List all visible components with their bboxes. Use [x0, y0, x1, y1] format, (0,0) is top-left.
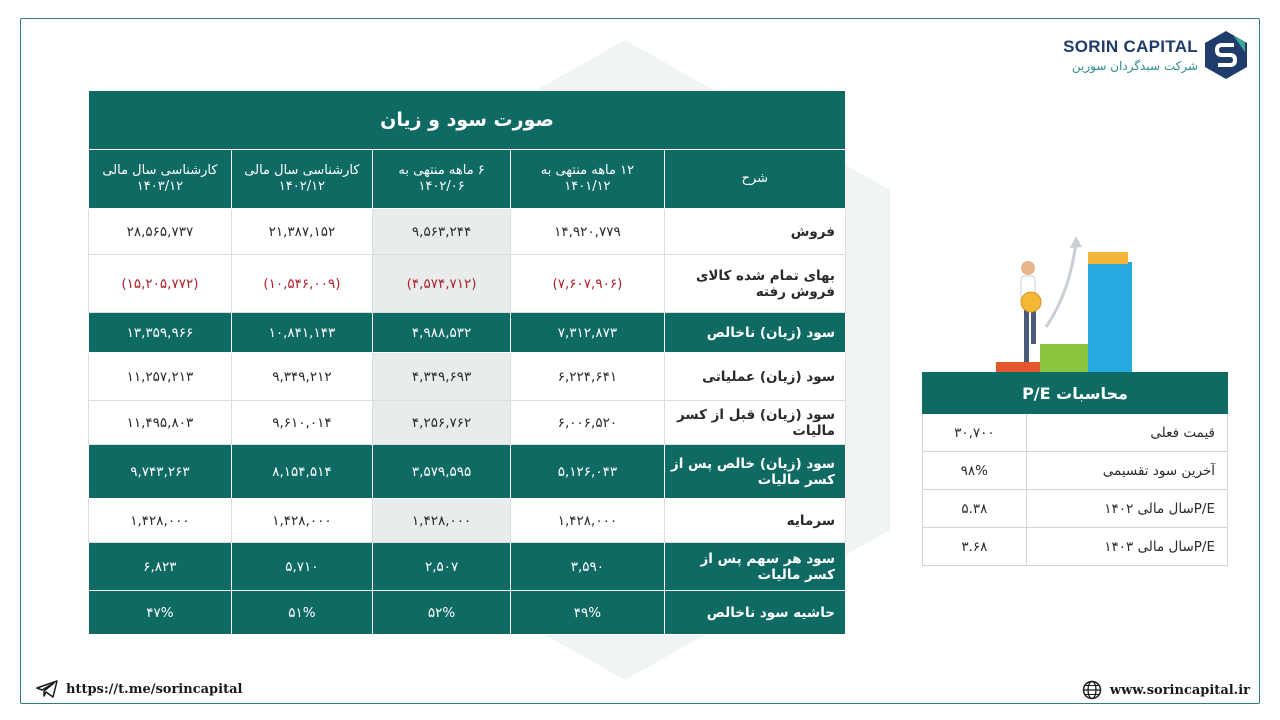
cell-value: ۶,۰۰۶,۵۲۰	[511, 401, 664, 445]
cell-value: (۷,۶۰۷,۹۰۶)	[511, 255, 664, 313]
cell-value: ۱۱,۴۹۵,۸۰۳	[89, 401, 232, 445]
table-row	[89, 255, 846, 313]
table-row	[89, 543, 846, 591]
cell-value: (۱۵,۲۰۵,۷۷۲)	[89, 255, 232, 313]
cell-value: ۲,۵۰۷	[372, 543, 510, 591]
pe-row	[923, 490, 1228, 528]
row-label: فروش	[664, 209, 845, 255]
cell-value: ۷,۳۱۲,۸۷۳	[511, 313, 664, 353]
pe-value: ۳۰,۷۰۰	[923, 414, 1027, 452]
cell-value: ۲۱,۳۸۷,۱۵۲	[231, 209, 372, 255]
row-label: سود (زیان) عملیاتی	[664, 353, 845, 401]
cell-value: ۵,۱۲۶,۰۴۳	[511, 445, 664, 499]
table-title: صورت سود و زیان	[89, 91, 846, 150]
table-row	[89, 445, 846, 499]
row-label: حاشیه سود ناخالص	[664, 591, 845, 635]
income-statement-table	[88, 90, 846, 635]
row-label: سود (زیان) خالص پس از کسر مالیات	[664, 445, 845, 499]
cell-value: ۱۴,۹۲۰,۷۷۹	[511, 209, 664, 255]
website-link[interactable]	[1082, 680, 1250, 700]
cell-value: ۴۹%	[511, 591, 664, 635]
cell-value: ۴,۲۵۶,۷۶۲	[372, 401, 510, 445]
row-label: سود (زیان) قبل از کسر مالیات	[664, 401, 845, 445]
brand-subtitle: شرکت سبدگردان سورین	[1071, 59, 1198, 73]
cell-value: ۱,۴۲۸,۰۰۰	[511, 499, 664, 543]
cell-value: ۶,۸۲۳	[89, 543, 232, 591]
pe-value: ۹۸%	[923, 452, 1027, 490]
cell-value: ۴,۳۴۹,۶۹۳	[372, 353, 510, 401]
cell-value: ۱۳,۳۵۹,۹۶۶	[89, 313, 232, 353]
pe-row	[923, 452, 1228, 490]
website-url[interactable]: www.sorincapital.ir	[1109, 682, 1250, 698]
cell-value: ۹,۶۱۰,۰۱۴	[231, 401, 372, 445]
row-label: سرمایه	[664, 499, 845, 543]
table-row	[89, 591, 846, 635]
table-row	[89, 209, 846, 255]
pe-row	[923, 414, 1228, 452]
cell-value: ۱۰,۸۴۱,۱۴۳	[231, 313, 372, 353]
header-1401: ۱۲ ماهه منتهی به ۱۴۰۱/۱۲	[511, 150, 664, 209]
cell-value: ۶,۲۲۴,۶۴۱	[511, 353, 664, 401]
cell-value: ۹,۷۴۳,۲۶۳	[89, 445, 232, 499]
cell-value: ۳,۵۹۰	[511, 543, 664, 591]
cell-value: ۱,۴۲۸,۰۰۰	[231, 499, 372, 543]
table-row	[89, 313, 846, 353]
pe-label: قیمت فعلی	[1026, 414, 1227, 452]
pe-row	[923, 528, 1228, 566]
cell-value: ۵,۷۱۰	[231, 543, 372, 591]
pe-title: محاسبات P/E	[923, 373, 1228, 414]
growth-illustration	[990, 232, 1140, 372]
header-1402-6m: ۶ ماهه منتهی به ۱۴۰۲/۰۶	[372, 150, 510, 209]
row-label: بهای تمام شده کالای فروش رفته	[664, 255, 845, 313]
cell-value: ۹,۵۶۳,۲۴۴	[372, 209, 510, 255]
cell-value: ۳,۵۷۹,۵۹۵	[372, 445, 510, 499]
telegram-link[interactable]	[36, 680, 242, 698]
table-row	[89, 353, 846, 401]
header-1403-est: کارشناسی سال مالی ۱۴۰۳/۱۲	[89, 150, 232, 209]
cell-value: ۱,۴۲۸,۰۰۰	[372, 499, 510, 543]
header-description: شرح	[664, 150, 845, 209]
header-1402-est: کارشناسی سال مالی ۱۴۰۲/۱۲	[231, 150, 372, 209]
pe-label: آخرین سود تقسیمی	[1026, 452, 1227, 490]
brand-logo	[1063, 30, 1248, 80]
cell-value: ۹,۳۴۹,۲۱۲	[231, 353, 372, 401]
cell-value: ۴۷%	[89, 591, 232, 635]
pe-value: ۵.۳۸	[923, 490, 1027, 528]
telegram-icon	[36, 680, 58, 698]
pe-label: P/Eسال مالی ۱۴۰۲	[1026, 490, 1227, 528]
pe-table	[922, 372, 1228, 566]
pe-value: ۳.۶۸	[923, 528, 1027, 566]
table-row	[89, 401, 846, 445]
cell-value: ۱,۴۲۸,۰۰۰	[89, 499, 232, 543]
cell-value: ۸,۱۵۴,۵۱۴	[231, 445, 372, 499]
telegram-url[interactable]: https://t.me/sorincapital	[66, 681, 243, 697]
row-label: سود هر سهم پس از کسر مالیات	[664, 543, 845, 591]
cell-value: (۴,۵۷۴,۷۱۲)	[372, 255, 510, 313]
globe-icon	[1082, 680, 1102, 700]
cell-value: ۵۱%	[231, 591, 372, 635]
brand-mark-icon	[1204, 30, 1248, 80]
brand-title: SORIN CAPITAL	[1063, 37, 1198, 56]
cell-value: ۴,۹۸۸,۵۳۲	[372, 313, 510, 353]
cell-value: ۱۱,۲۵۷,۲۱۳	[89, 353, 232, 401]
table-row	[89, 499, 846, 543]
cell-value: ۵۲%	[372, 591, 510, 635]
cell-value: (۱۰,۵۴۶,۰۰۹)	[231, 255, 372, 313]
row-label: سود (زیان) ناخالص	[664, 313, 845, 353]
cell-value: ۲۸,۵۶۵,۷۳۷	[89, 209, 232, 255]
pe-label: P/Eسال مالی ۱۴۰۳	[1026, 528, 1227, 566]
